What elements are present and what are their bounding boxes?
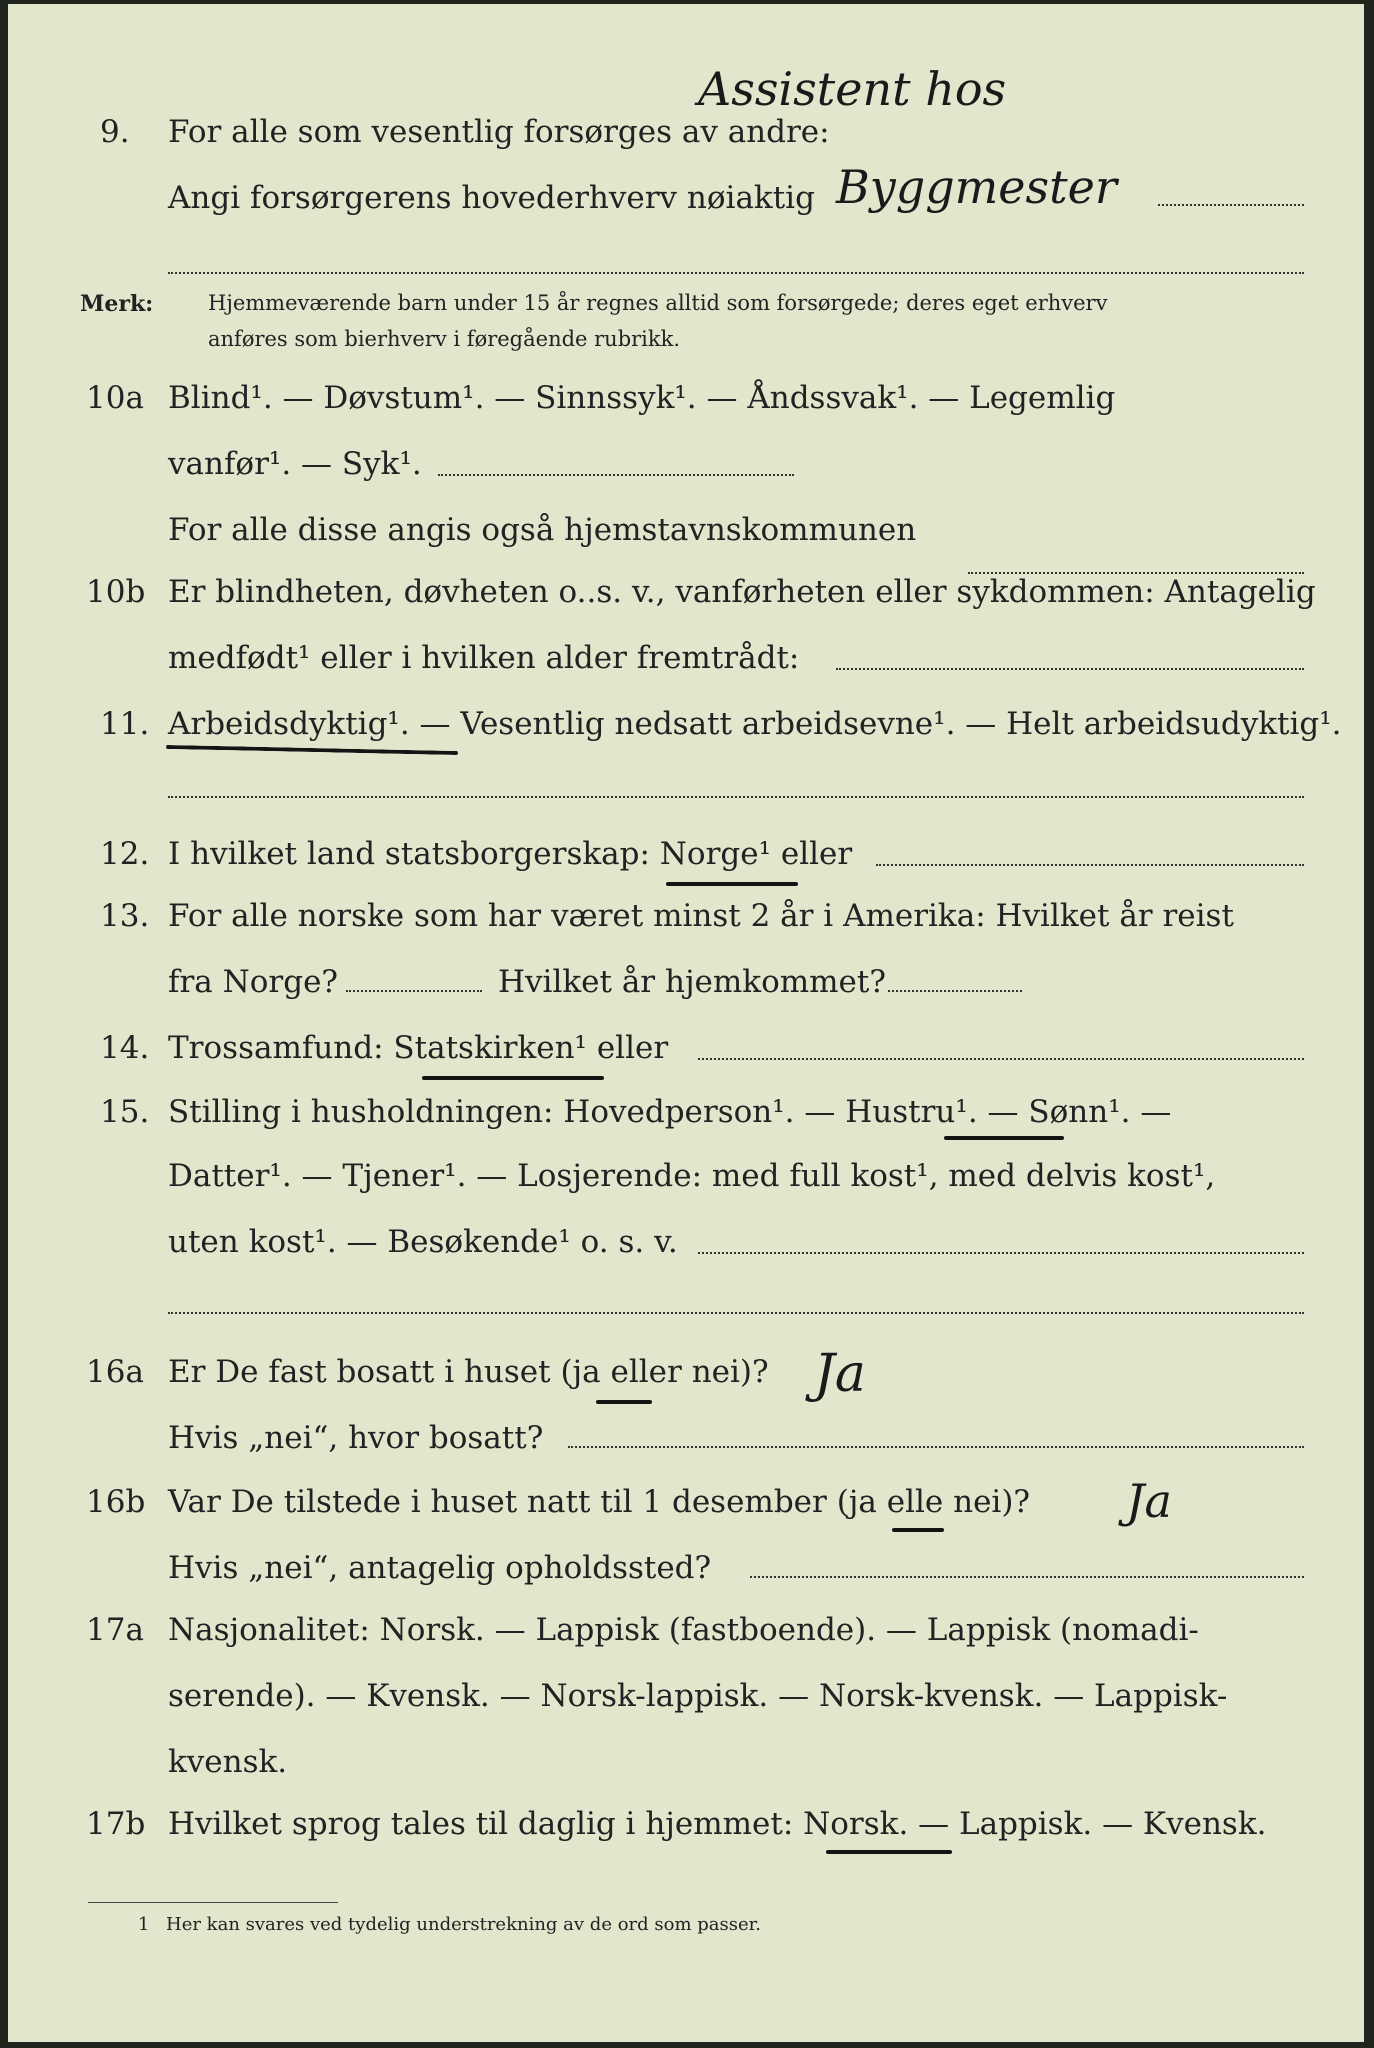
underline-norge — [666, 882, 798, 886]
question-15-line-3: uten kost¹. — Besøkende¹ o. s. v. — [168, 1224, 678, 1260]
question-10a-number: 10a — [86, 380, 144, 416]
answer-line-9b — [168, 272, 1304, 274]
question-16a-line-1: Er De fast bosatt i huset (ja eller nei)? — [168, 1354, 769, 1390]
handwritten-answer-16a: Ja — [814, 1344, 866, 1404]
question-17a-line-3: kvensk. — [168, 1744, 288, 1780]
answer-line-13a — [346, 990, 482, 992]
answer-line-9 — [1158, 204, 1304, 206]
underline-ja-16a — [596, 1400, 652, 1404]
question-16a-number: 16a — [86, 1354, 144, 1390]
question-10b-line-2: medfødt¹ eller i hvilken alder fremtrådt: — [168, 640, 800, 676]
question-15-line-2: Datter¹. — Tjener¹. — Losjerende: med full kost¹, med delvis kost¹, — [168, 1158, 1216, 1194]
underline-statskirken — [422, 1076, 604, 1080]
answer-line-13b — [888, 990, 1022, 992]
question-11-number: 11. — [100, 706, 150, 742]
question-10b-line-1: Er blindheten, døvheten o..s. v., vanførheten eller sykdommen: Antagelig — [168, 574, 1316, 610]
note-line-1: Hjemmeværende barn under 15 år regnes alltid som forsørgede; deres eget erhverv — [208, 291, 1108, 315]
question-9-line-1: For alle som vesentlig forsørges av andre: — [168, 114, 830, 150]
question-12-line-1: I hvilket land statsborgerskap: Norge¹ eller — [168, 836, 853, 872]
question-13-line-2a: fra Norge? — [168, 964, 339, 1000]
question-10a-line-3: For alle disse angis også hjemstavnskommunen — [168, 512, 917, 548]
handwritten-answer-employer: Assistent hos — [698, 62, 1007, 116]
question-15-number: 15. — [100, 1094, 150, 1130]
answer-line-11 — [168, 796, 1304, 798]
underline-arbeidsdyktig — [166, 745, 458, 755]
question-16b-line-2: Hvis „nei“, antagelig opholdssted? — [168, 1550, 712, 1586]
question-17a-line-2: serende). — Kvensk. — Norsk-lappisk. — Norsk-kvensk. — Lappisk- — [168, 1678, 1228, 1714]
question-15-line-1: Stilling i husholdningen: Hovedperson¹. — Hustru¹. — Sønn¹. — — [168, 1094, 1172, 1130]
question-9-number: 9. — [100, 114, 130, 150]
note-line-2: anføres som bierhverv i føregående rubrikk. — [208, 327, 681, 351]
question-9-line-2: Angi forsørgerens hovederhverv nøiaktig — [168, 180, 815, 216]
handwritten-answer-occupation: Byggmester — [836, 160, 1117, 214]
question-10b-number: 10b — [86, 574, 146, 610]
question-16a-line-2: Hvis „nei“, hvor bosatt? — [168, 1420, 544, 1456]
question-11-line-1: Arbeidsdyktig¹. — Vesentlig nedsatt arbeidsevne¹. — Helt arbeidsudyktig¹. — [168, 706, 1342, 742]
answer-line-15b — [168, 1312, 1304, 1314]
question-14-line-1: Trossamfund: Statskirken¹ eller — [168, 1030, 669, 1066]
underline-ja-16b — [892, 1528, 944, 1532]
question-13-line-2b: Hvilket år hjemkommet? — [498, 964, 886, 1000]
answer-line-16a — [568, 1446, 1304, 1448]
question-16b-line-1: Var De tilstede i huset natt til 1 desember (ja elle nei)? — [168, 1484, 1031, 1520]
census-form-page — [8, 4, 1364, 2042]
question-14-number: 14. — [100, 1030, 150, 1066]
question-10a-line-1: Blind¹. — Døvstum¹. — Sinnssyk¹. — Åndssvak¹. — Legemlig — [168, 380, 1116, 416]
footnote-rule — [88, 1902, 338, 1903]
handwritten-answer-16b: Ja — [1126, 1474, 1172, 1528]
answer-line-10b — [836, 668, 1304, 670]
note-label: Merk: — [80, 291, 154, 317]
answer-line-15a — [698, 1252, 1304, 1254]
question-17b-number: 17b — [86, 1806, 146, 1842]
answer-line-10a-1 — [438, 474, 794, 476]
question-10a-line-2: vanfør¹. — Syk¹. — [168, 446, 422, 482]
question-13-line-1: For alle norske som har været minst 2 år i Amerika: Hvilket år reist — [168, 898, 1234, 934]
answer-line-16b — [750, 1576, 1304, 1578]
question-16b-number: 16b — [86, 1484, 146, 1520]
footnote-text: Her kan svares ved tydelig understrekning av de ord som passer. — [166, 1914, 761, 1935]
answer-line-12 — [876, 864, 1304, 866]
question-17a-line-1: Nasjonalitet: Norsk. — Lappisk (fastboende). — Lappisk (nomadi- — [168, 1612, 1199, 1648]
question-17a-number: 17a — [86, 1612, 144, 1648]
question-17b-line-1: Hvilket sprog tales til daglig i hjemmet: Norsk. — Lappisk. — Kvensk. — [168, 1806, 1267, 1842]
question-13-number: 13. — [100, 898, 150, 934]
footnote-mark: 1 — [138, 1914, 150, 1935]
answer-line-14 — [698, 1058, 1304, 1060]
underline-norsk-17b — [826, 1850, 952, 1854]
underline-hustru — [944, 1136, 1064, 1140]
question-12-number: 12. — [100, 836, 150, 872]
